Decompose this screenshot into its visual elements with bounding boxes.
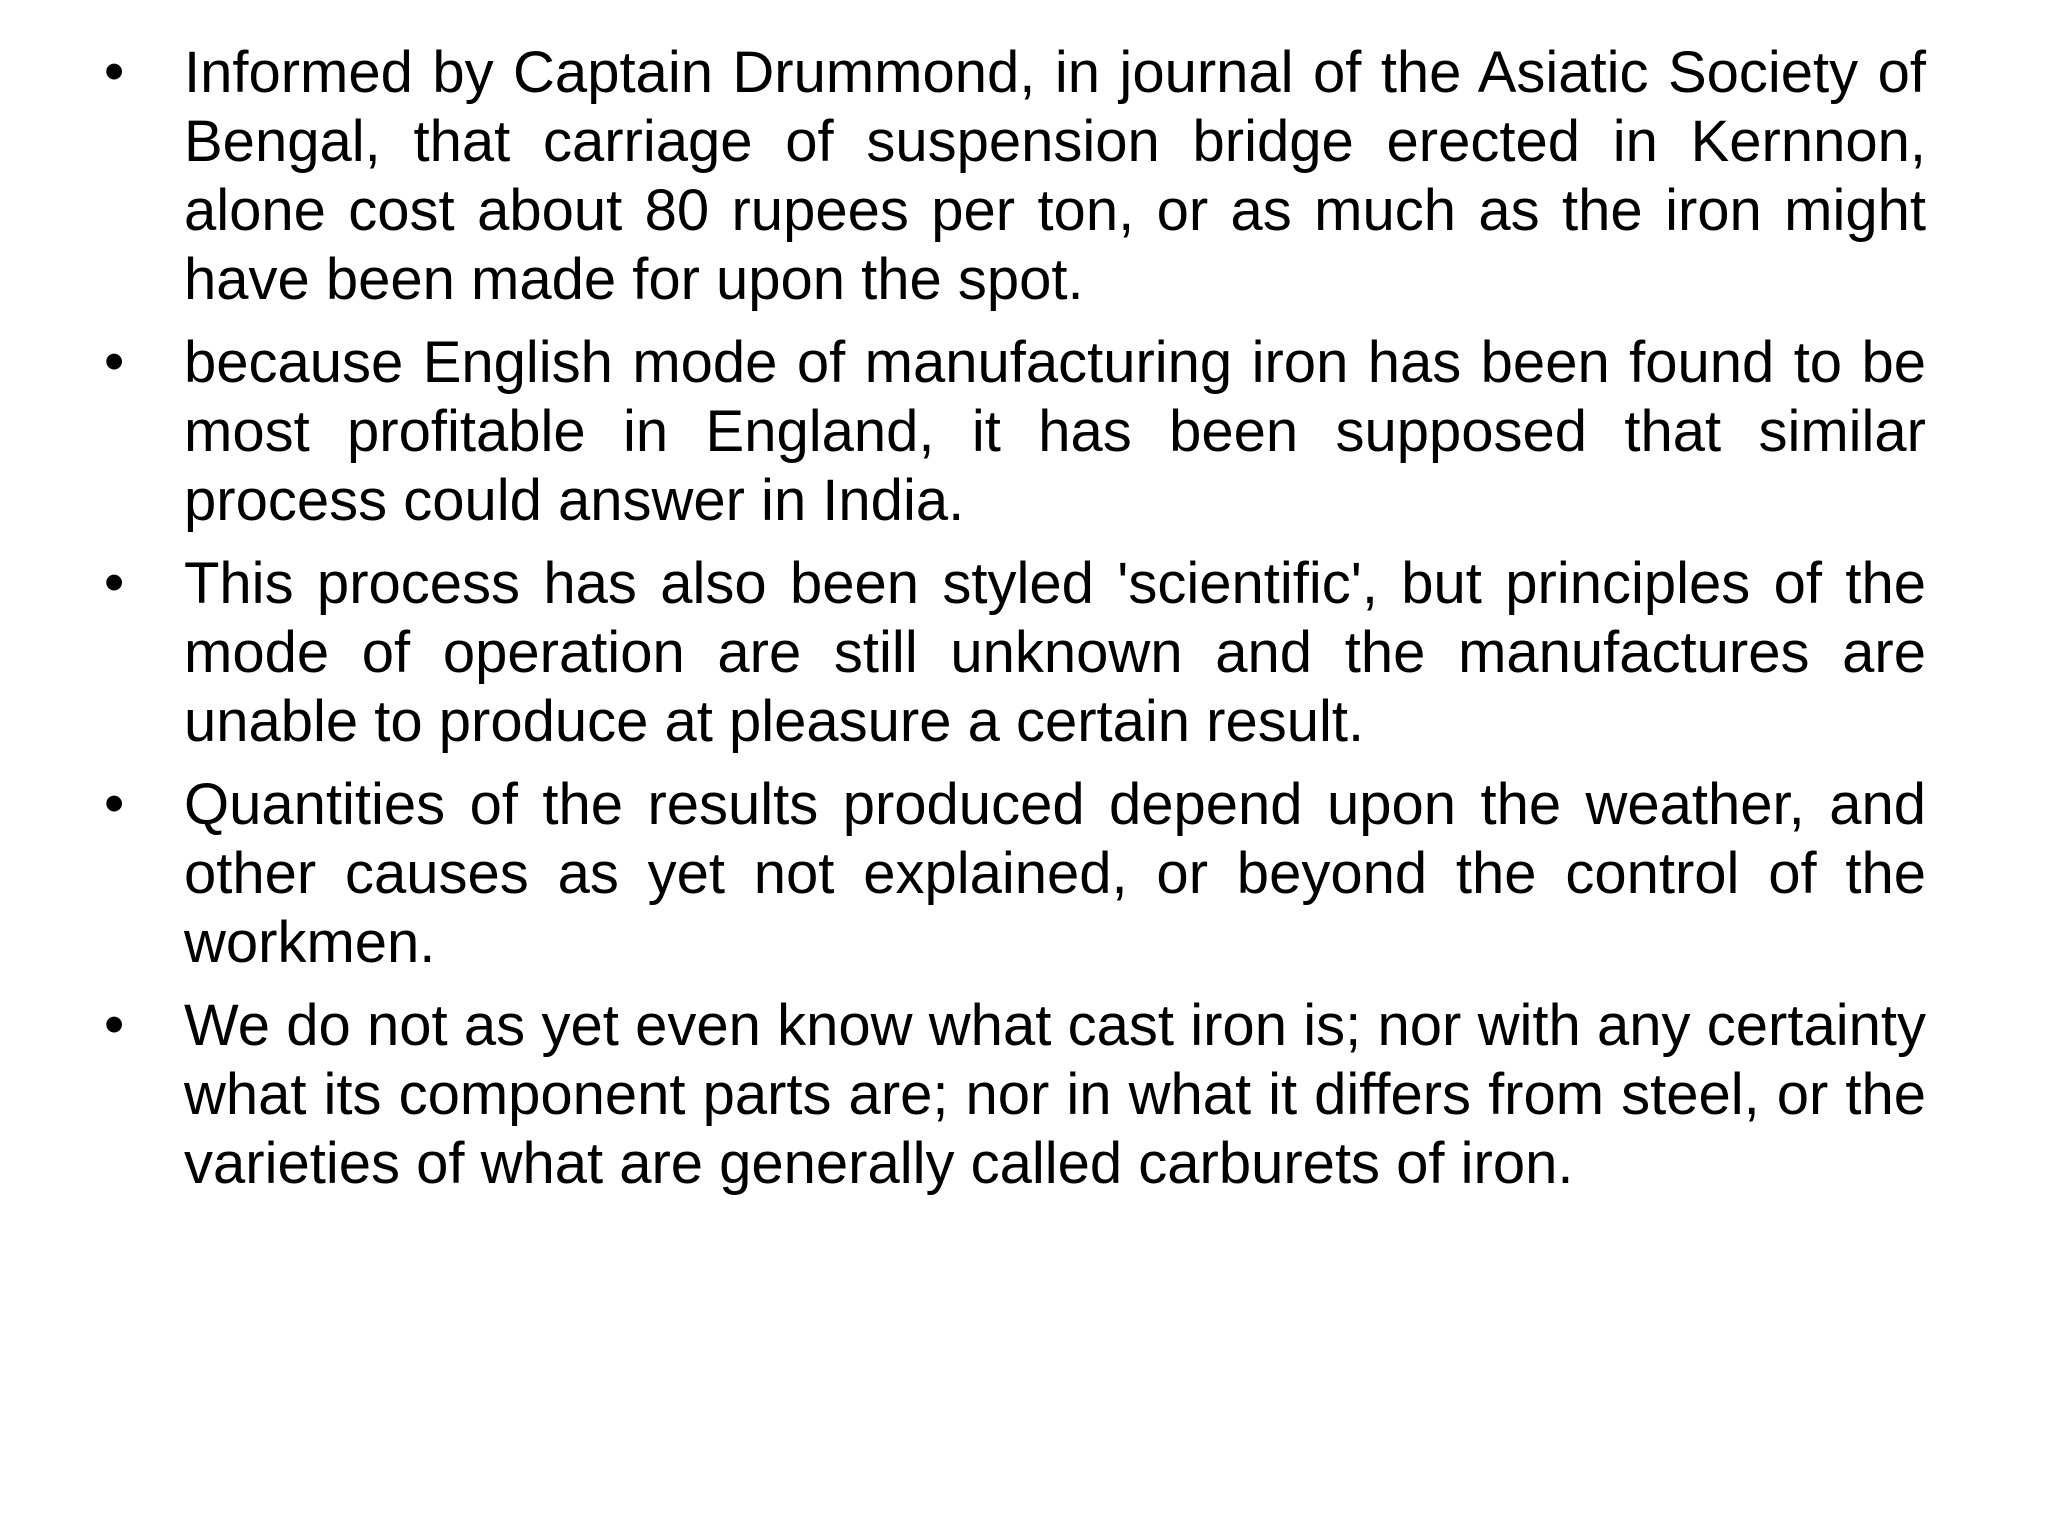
bullet-point-icon: • bbox=[104, 992, 125, 1057]
bullet-text: This process has also been styled 'scientific', but principles of the mode of operation are still unknown and the manufactures are unable to produce at pleasure a certain result. bbox=[184, 551, 1926, 754]
bullet-text: because English mode of manufacturing iron has been found to be most profitable in England, it has been supposed that similar process could answer in India. bbox=[184, 330, 1926, 533]
bullet-point-icon: • bbox=[104, 550, 125, 615]
bullet-item bbox=[104, 328, 1926, 535]
bullet-point-icon: • bbox=[104, 771, 125, 836]
bullet-point-icon: • bbox=[104, 39, 125, 104]
bullet-item bbox=[104, 991, 1926, 1198]
bullet-item bbox=[104, 38, 1926, 314]
bullet-item bbox=[104, 549, 1926, 756]
bullet-text: Informed by Captain Drummond, in journal of the Asiatic Society of Bengal, that carriage of suspension bridge erected in Kernnon, alone cost about 80 rupees per ton, or as much as the iron might have been made for upon the spot. bbox=[184, 40, 1926, 312]
bullet-text: Quantities of the results produced depend upon the weather, and other causes as yet not explained, or beyond the control of the workmen. bbox=[184, 772, 1926, 975]
bullet-point-icon: • bbox=[104, 329, 125, 394]
bullet-text: We do not as yet even know what cast iron is; nor with any certainty what its component parts are; nor in what it differs from steel, or the varieties of what are generally called carburets of iron. bbox=[184, 993, 1926, 1196]
bullet-list bbox=[104, 38, 1926, 1212]
bullet-item bbox=[104, 770, 1926, 977]
